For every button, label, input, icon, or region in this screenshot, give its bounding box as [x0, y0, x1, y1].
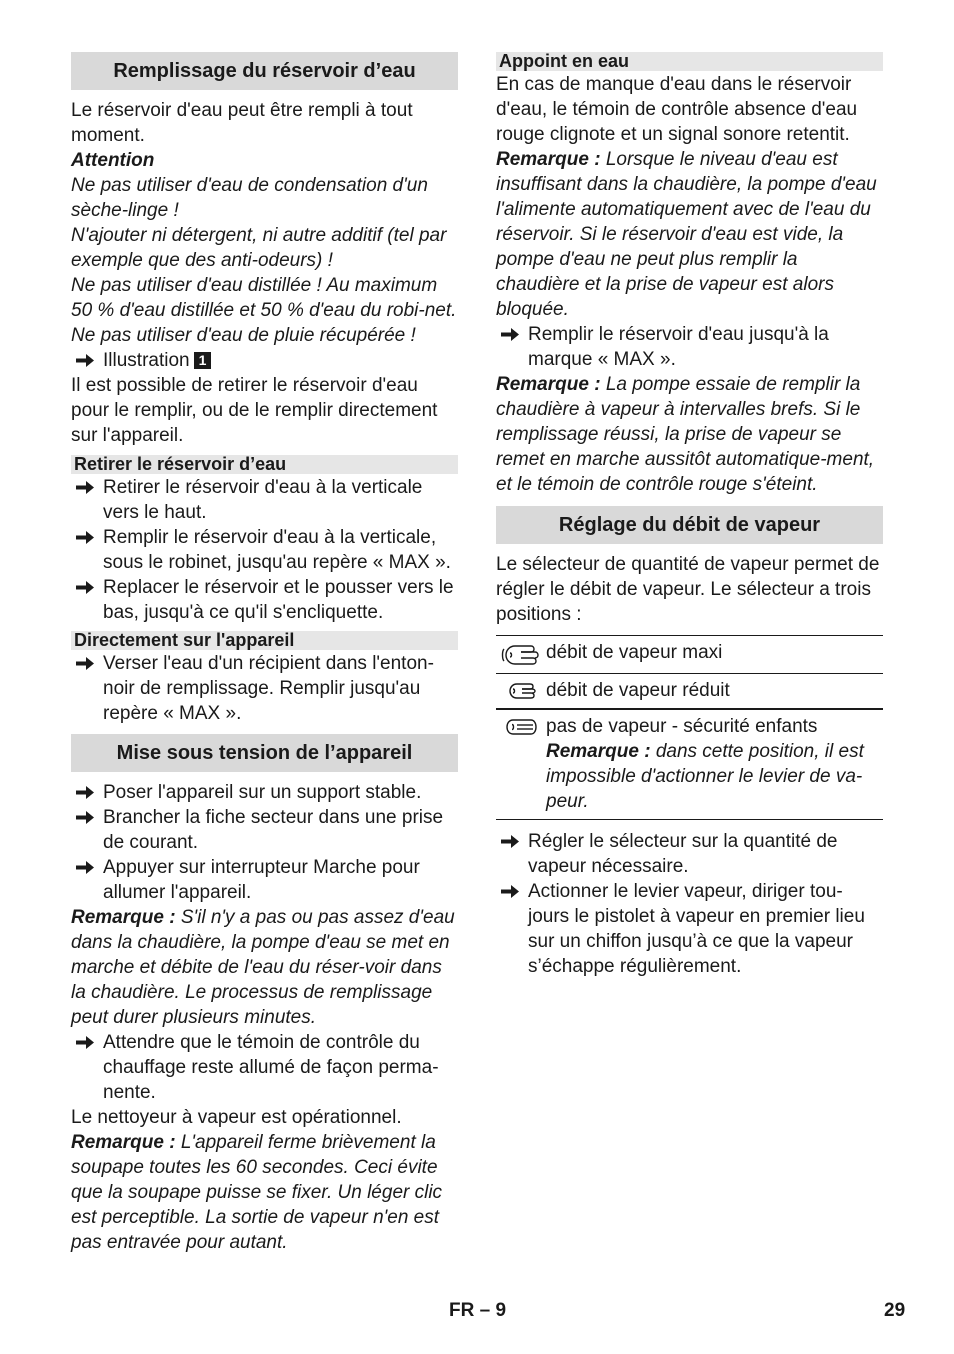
- section-title-water-tank-filling: Remplissage du réservoir d’eau: [71, 52, 458, 90]
- instruction-text: Attendre que le témoin de contrôle du chauffage reste allumé de façon perma-nente.: [103, 1032, 439, 1103]
- steam-icon-cell: [496, 636, 546, 674]
- footer-language-page-code: FR – 9: [449, 1300, 507, 1321]
- instruction-text: Verser l'eau d'un récipient dans l'enton-noir de remplissage. Remplir jusqu'au repère « MAX ».: [103, 653, 434, 724]
- subsection-title-direct-fill: Directement sur l'appareil: [71, 631, 458, 650]
- attention-text: Ne pas utiliser d'eau de pluie récupérée !: [71, 325, 416, 346]
- remark-text: L'appareil ferme brièvement la soupape toutes les 60 secondes. Ceci évite que la soupape puisse se fixer. Un léger clic est perceptible. La sortie de vapeur n'en est pas entravée pour autant.: [71, 1132, 443, 1253]
- subsection-title-water-refill: Appoint en eau: [496, 52, 883, 71]
- instruction-text: Actionner le levier vapeur, diriger tou-jours le pistolet à vapeur en premier lieu sur un chiffon jusqu’à ce que la vapeur s’échappe régulièrement.: [528, 881, 865, 977]
- remark-text: La pompe essaie de remplir la chaudière à vapeur à intervalles brefs. Si le remplissage réussi, la prise de vapeur se remet en marche aussitôt automatique-ment, et le témoin de contrôle rouge s'éteint.: [496, 374, 875, 495]
- steam-icon-cell: [496, 674, 546, 710]
- illustration-reference: [71, 348, 458, 373]
- paragraph: En cas de manque d'eau dans le réservoir d'eau, le témoin de contrôle absence d'eau rouge clignote et un signal sonore retentit.: [496, 74, 858, 145]
- remark: [496, 372, 883, 497]
- instruction-step: [71, 475, 458, 525]
- paragraph: Le sélecteur de quantité de vapeur permet de régler le débit de vapeur. Le sélecteur a trois positions :: [496, 554, 880, 625]
- remark-label: Remarque :: [496, 374, 601, 395]
- paragraph: Le réservoir d'eau peut être rempli à tout moment.: [71, 100, 413, 146]
- paragraph: Le nettoyeur à vapeur est opérationnel.: [71, 1107, 402, 1128]
- left-column: [71, 52, 458, 1255]
- remark-text: S'il n'y a pas ou pas assez d'eau dans la chaudière, la pompe d'eau se met en marche et débite de l'eau du réser-voir dans la chaudière. Le processus de remplissage peut durer plusieurs minutes.: [71, 907, 455, 1028]
- section-title-power-on: Mise sous tension de l’appareil: [71, 734, 458, 772]
- instruction-step: [71, 575, 458, 625]
- instruction-text: Appuyer sur interrupteur Marche pour allumer l'appareil.: [103, 857, 420, 903]
- steam-selector-table: [496, 635, 883, 820]
- arrow-right-icon: [73, 855, 97, 880]
- steam-row-none: [496, 709, 883, 820]
- arrow-right-icon: [73, 1030, 97, 1055]
- steam-reduced-icon: [505, 680, 537, 702]
- remark-label: Remarque :: [496, 149, 601, 170]
- arrow-right-icon: [498, 322, 522, 347]
- instruction-text: Régler le sélecteur sur la quantité de vapeur nécessaire.: [528, 831, 838, 877]
- arrow-right-icon: [73, 651, 97, 676]
- steam-row-reduced: [496, 674, 883, 710]
- instruction-step: [496, 829, 883, 879]
- attention-text: Ne pas utiliser d'eau de condensation d'un sèche-linge !: [71, 175, 428, 221]
- remark-label: Remarque :: [71, 1132, 176, 1153]
- arrow-right-icon: [73, 525, 97, 550]
- remark-text: dans cette position, il est impossible d'actionner le levier de va-peur.: [546, 741, 864, 812]
- right-column: [496, 52, 883, 979]
- arrow-right-icon: [73, 575, 97, 600]
- attention-text: N'ajouter ni détergent, ni autre additif (tel par exemple que des anti-odeurs) !: [71, 225, 447, 271]
- remark-label: Remarque :: [546, 741, 651, 762]
- steam-icon-cell: [496, 709, 546, 820]
- footer-page-number: 29: [884, 1300, 906, 1321]
- attention-label: Attention: [71, 150, 155, 171]
- remark-label: Remarque :: [71, 907, 176, 928]
- no-steam-icon: [503, 716, 539, 738]
- attention-text: Ne pas utiliser d'eau distillée ! Au maximum 50 % d'eau distillée et 50 % d'eau du robi-net.: [71, 275, 457, 321]
- instruction-step: [71, 525, 458, 575]
- illustration-number-badge: 1: [194, 352, 212, 369]
- arrow-right-icon: [73, 780, 97, 805]
- steam-row-text: débit de vapeur maxi: [546, 642, 723, 663]
- instruction-text: Poser l'appareil sur un support stable.: [103, 782, 422, 803]
- steam-max-icon: [501, 642, 541, 668]
- instruction-text: Remplir le réservoir d'eau jusqu'à la marque « MAX ».: [528, 324, 829, 370]
- steam-row-max: [496, 636, 883, 674]
- remark: [546, 739, 883, 814]
- instruction-step: [71, 780, 458, 805]
- instruction-step: [71, 1030, 458, 1105]
- steam-row-text: pas de vapeur - sécurité enfants: [546, 716, 818, 737]
- paragraph: Il est possible de retirer le réservoir d'eau pour le remplir, ou de le remplir directement sur l'appareil.: [71, 375, 438, 446]
- steam-row-text: débit de vapeur réduit: [546, 680, 730, 701]
- remark: [71, 905, 458, 1030]
- remark-text: Lorsque le niveau d'eau est insuffisant dans la chaudière, la pompe d'eau l'alimente automatiquement avec de l'eau du réservoir. Si le réservoir d'eau est vide, la pompe d'eau ne peut plus remplir la chaudière et la prise de vapeur est alors bloquée.: [496, 149, 877, 320]
- arrow-right-icon: [73, 475, 97, 500]
- arrow-right-icon: [73, 348, 97, 373]
- instruction-text: Replacer le réservoir et le pousser vers le bas, jusqu'à ce qu'il s'encliquette.: [103, 577, 454, 623]
- remark: [71, 1130, 458, 1255]
- instruction-step: [496, 322, 883, 372]
- instruction-text: Retirer le réservoir d'eau à la verticale vers le haut.: [103, 477, 423, 523]
- instruction-text: Remplir le réservoir d'eau à la verticale, sous le robinet, jusqu'au repère « MAX ».: [103, 527, 451, 573]
- instruction-step: [71, 805, 458, 855]
- arrow-right-icon: [73, 805, 97, 830]
- subsection-title-remove-tank: Retirer le réservoir d’eau: [71, 455, 458, 474]
- illustration-label: Illustration: [103, 350, 190, 371]
- remark: [496, 147, 883, 322]
- steam-row-content: [546, 709, 883, 820]
- arrow-right-icon: [498, 829, 522, 854]
- arrow-right-icon: [498, 879, 522, 904]
- instruction-step: [496, 879, 883, 979]
- instruction-step: [71, 855, 458, 905]
- instruction-text: Brancher la fiche secteur dans une prise de courant.: [103, 807, 444, 853]
- section-title-steam-flow-setting: Réglage du débit de vapeur: [496, 506, 883, 544]
- instruction-step: [71, 651, 458, 726]
